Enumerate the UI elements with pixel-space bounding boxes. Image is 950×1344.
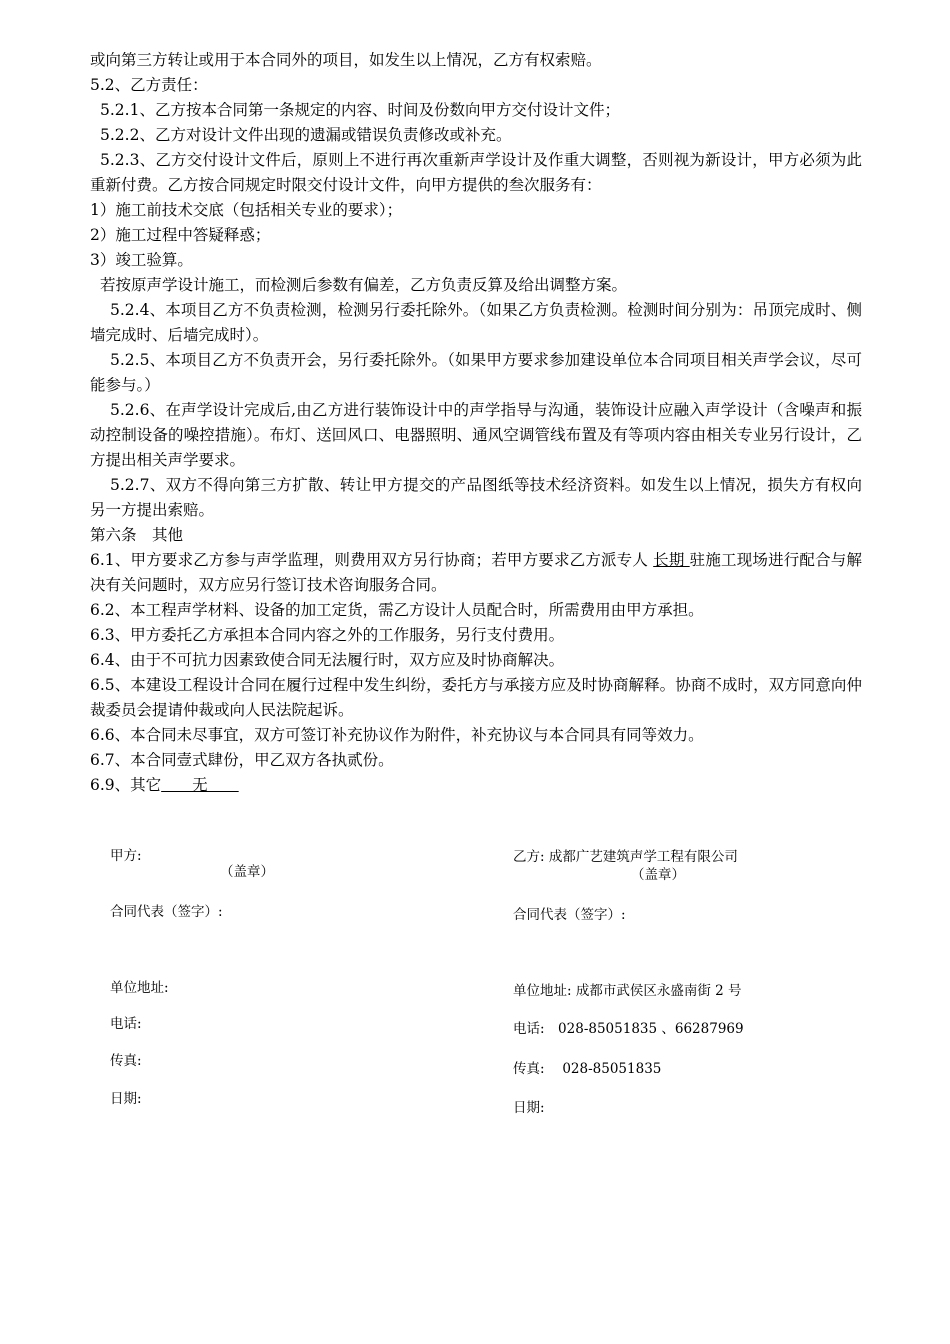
- contract-paragraph: 2）施工过程中答疑释惑；: [90, 226, 271, 244]
- party-a-label: 甲方:: [110, 848, 142, 864]
- contract-paragraph: 6.6、本合同未尽事宜，双方可签订补充协议作为附件，补充协议与本合同具有同等效力。: [90, 726, 704, 744]
- clause-6-1: [90, 548, 862, 598]
- party-b-label: 乙方: 成都广艺建筑声学工程有限公司: [513, 849, 738, 865]
- party-a-date: 日期:: [110, 1091, 142, 1107]
- contract-paragraph: 3）竣工验算。: [90, 251, 193, 269]
- contract-paragraph: 5.2.3、乙方交付设计文件后，原则上不进行再次重新声学设计及作重大调整，否则视为新设计，甲方必须为此重新付费。乙方按合同规定时限交付设计文件，向甲方提供的叁次服务有：: [90, 151, 862, 194]
- contract-paragraph: 若按原声学设计施工，而检测后参数有偏差，乙方负责反算及给出调整方案。: [100, 276, 628, 294]
- contract-paragraph: 6.7、本合同壹式肆份，甲乙双方各执贰份。: [90, 751, 394, 769]
- party-b-representative: 合同代表（签字）:: [513, 907, 626, 923]
- contract-paragraph: 6.4、由于不可抗力因素致使合同无法履行时，双方应及时协商解决。: [90, 651, 565, 669]
- clause-6-9-value: 无: [161, 776, 239, 794]
- party-a-phone: 电话:: [110, 1016, 142, 1032]
- party-b-address: 单位地址: 成都市武侯区永盛南街 2 号: [513, 983, 742, 999]
- party-a-address: 单位地址:: [110, 980, 169, 996]
- contract-paragraph: 5.2.7、双方不得向第三方扩散、转让甲方提交的产品图纸等技术经济资料。如发生以上情况，损失方有权向另一方提出索赔。: [90, 476, 862, 519]
- contract-paragraph: 5.2.4、本项目乙方不负责检测，检测另行委托除外。（如果乙方负责检测。检测时间分别为：吊顶完成时、侧墙完成时、后墙完成时）。: [90, 301, 862, 344]
- contract-paragraph: 第六条 其他: [90, 526, 184, 544]
- contract-paragraph: 5.2.1、乙方按本合同第一条规定的内容、时间及份数向甲方交付设计文件；: [100, 101, 620, 119]
- party-b-date: 日期:: [513, 1100, 545, 1116]
- party-b-fax: 传真: 028-85051835: [513, 1061, 662, 1077]
- contract-paragraph: 5.2、乙方责任：: [90, 76, 208, 94]
- contract-paragraph: 6.5、本建设工程设计合同在履行过程中发生纠纷，委托方与承接方应及时协商解释。协商不成时，双方同意向仲裁委员会提请仲裁或向人民法院起诉。: [90, 676, 862, 719]
- contract-paragraph: 5.2.5、本项目乙方不负责开会，另行委托除外。（如果甲方要求参加建设单位本合同项目相关声学会议，尽可能参与。）: [90, 351, 862, 394]
- clauses-section-6: [90, 598, 862, 773]
- clause-6-1-text-after: 驻施工现场进行配合与解决有关问题时，双方应另行签订技术咨询服务合同。: [90, 551, 862, 594]
- party-b-seal: （盖章）: [631, 867, 685, 883]
- clause-6-9-label: 6.9、其它: [90, 776, 162, 794]
- contract-paragraph: 5.2.6、在声学设计完成后,由乙方进行装饰设计中的声学指导与沟通，装饰设计应融入声学设计（含噪声和振动控制设备的噪控措施）。布灯、送回风口、电器照明、通风空调管线布置及有等项内容由相关专业另行设计，乙方提出相关声学要求。: [90, 401, 862, 469]
- clauses-section-5: [90, 48, 862, 548]
- party-a-representative: 合同代表（签字）:: [110, 904, 223, 920]
- party-b-phone: 电话: 028-85051835 、66287969: [513, 1021, 744, 1037]
- contract-paragraph: 6.2、本工程声学材料、设备的加工定货，需乙方设计人员配合时，所需费用由甲方承担。: [90, 601, 704, 619]
- party-a-seal: （盖章）: [220, 864, 274, 880]
- contract-paragraph: 6.3、甲方委托乙方承担本合同内容之外的工作服务，另行支付费用。: [90, 626, 565, 644]
- clause-6-9: [90, 773, 862, 798]
- contract-paragraph: 1）施工前技术交底（包括相关专业的要求）；: [90, 201, 403, 219]
- party-a-fax: 传真:: [110, 1053, 142, 1069]
- contract-body: [90, 48, 862, 798]
- contract-paragraph: 5.2.2、乙方对设计文件出现的遗漏或错误负责修改或补充。: [100, 126, 512, 144]
- contract-paragraph: 或向第三方转让或用于本合同外的项目，如发生以上情况，乙方有权索赔。: [90, 51, 602, 69]
- clause-6-1-duration-value: 长期: [653, 551, 690, 569]
- clause-6-1-text-before: 6.1、甲方要求乙方参与声学监理，则费用双方另行协商；若甲方要求乙方派专人: [90, 551, 654, 569]
